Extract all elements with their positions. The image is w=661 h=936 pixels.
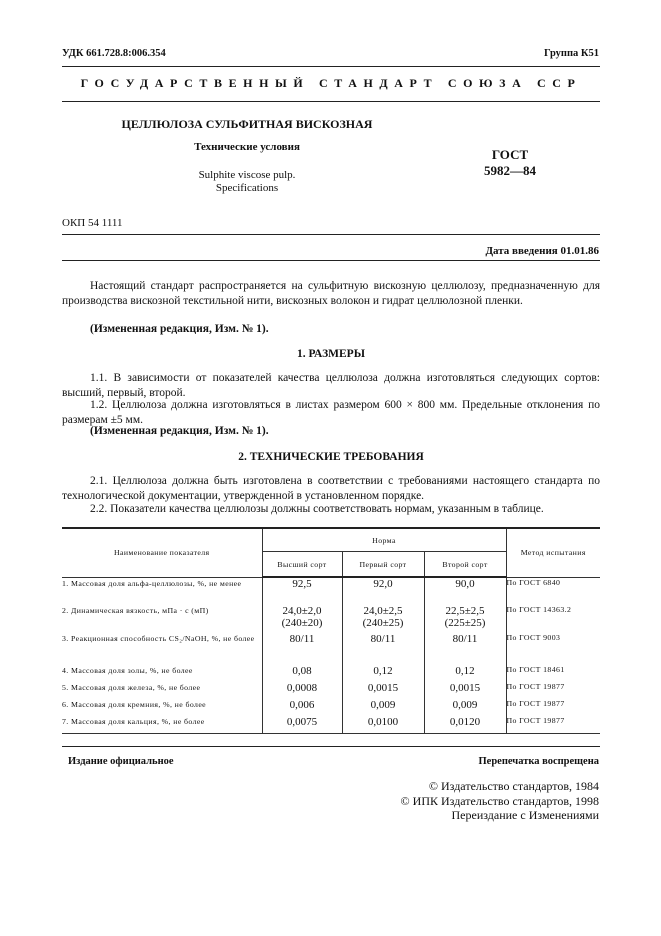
english-title-line1: Sulphite viscose pulp.	[198, 169, 296, 181]
norm-value-alt-units: (240±20)	[281, 617, 323, 629]
test-method: По ГОСТ 9003	[506, 633, 600, 665]
column-header-grade-first: Первый сорт	[342, 552, 424, 578]
norm-value-first	[342, 605, 424, 633]
norm-value: 0,0015	[367, 682, 399, 694]
norm-value: 0,006	[289, 699, 315, 711]
norm-value: 0,08	[292, 665, 312, 677]
official-edition-label: Издание официальное	[68, 756, 174, 767]
column-header-grade-second: Второй сорт	[424, 552, 506, 578]
table-row	[62, 605, 600, 633]
intro-revision-note: (Измененная редакция, Изм. № 1).	[90, 323, 269, 335]
test-method: По ГОСТ 18461	[506, 665, 600, 682]
group-code: Группа К51	[543, 48, 599, 59]
norm-value: 22,5±2,5	[445, 605, 485, 617]
norm-value: 24,0±2,5	[363, 605, 403, 617]
section-1-paragraph-2-text: 1.2. Целлюлоза должна изготовляться в листах размером 600 × 800 мм. Предельные отклонения по размерам ±5 мм.	[62, 399, 600, 426]
indicator-name: 1. Массовая доля альфа-целлюлозы, %, не менее	[62, 577, 262, 605]
test-method: По ГОСТ 19877	[506, 682, 600, 699]
norm-value-high	[262, 633, 342, 665]
norm-value: 92,5	[292, 578, 312, 590]
norm-value-first	[342, 716, 424, 733]
norm-value-high	[262, 665, 342, 682]
reissue-note: Переиздание с Изменениями	[451, 808, 599, 822]
indicator-name: 3. Реакционная способность CS₂/NaOH, %, не более	[62, 633, 262, 665]
section-2-paragraph-2	[62, 502, 600, 517]
english-title-line2: Specifications	[215, 182, 279, 194]
norm-value-second	[424, 665, 506, 682]
test-method: По ГОСТ 19877	[506, 716, 600, 733]
norm-value-second	[424, 633, 506, 665]
okp-code: ОКП 54 1111	[62, 217, 123, 229]
udk-code: УДК 661.728.8:006.354	[62, 48, 166, 59]
norm-value: 0,009	[452, 699, 478, 711]
introduction-date-value: 01.01.86	[560, 245, 599, 257]
norm-value-second	[424, 605, 506, 633]
okp-rule	[62, 234, 600, 235]
header-top-rule	[62, 66, 600, 67]
indicator-name: 5. Массовая доля железа, %, не более	[62, 682, 262, 699]
norm-value-high	[262, 605, 342, 633]
section-1-paragraph-1	[62, 371, 600, 401]
section-2-paragraph-2-text: 2.2. Показатели качества целлюлозы должны соответствовать нормам, указанным в таблице.	[90, 503, 544, 515]
section-1-heading: 1. РАЗМЕРЫ	[297, 348, 365, 360]
indicator-name: 4. Массовая доля золы, %, не более	[62, 665, 262, 682]
indicator-name: 7. Массовая доля кальция, %, не более	[62, 716, 262, 733]
test-method: По ГОСТ 6840	[506, 577, 600, 605]
quality-norms-table	[62, 527, 600, 734]
norm-value-second	[424, 577, 506, 605]
norm-value-high	[262, 716, 342, 733]
header-bottom-rule	[62, 101, 600, 102]
norm-value: 0,0120	[449, 716, 481, 728]
reprint-prohibited-label: Перепечатка воспрещена	[478, 756, 599, 767]
norm-value: 80/11	[289, 633, 315, 645]
norm-value: 80/11	[370, 633, 396, 645]
norm-value: 90,0	[455, 578, 475, 590]
norm-value-first	[342, 665, 424, 682]
norm-value: 0,0015	[449, 682, 481, 694]
norm-value-first	[342, 577, 424, 605]
norm-value-alt-units: (225±25)	[444, 617, 486, 629]
table-row	[62, 716, 600, 733]
copyright-line-1: © Издательство стандартов, 1984	[428, 779, 599, 793]
table-row	[62, 577, 600, 605]
norm-value: 0,009	[370, 699, 396, 711]
date-rule	[62, 260, 600, 261]
norm-value-second	[424, 699, 506, 716]
section-2-heading: 2. ТЕХНИЧЕСКИЕ ТРЕБОВАНИЯ	[238, 451, 424, 463]
section-1-paragraph-1-text: 1.1. В зависимости от показателей качества целлюлоза должна изготовляться следующих сортов: высший, первый, второй.	[62, 372, 600, 399]
indicator-name: 2. Динамическая вязкость, мПа · с (мП)	[62, 605, 262, 633]
column-header-grade-high: Высший сорт	[262, 552, 342, 578]
gost-number: 5982—84	[484, 163, 536, 178]
indicator-name: 6. Массовая доля кремния, %, не более	[62, 699, 262, 716]
table-row	[62, 699, 600, 716]
norm-value-first	[342, 633, 424, 665]
norm-value-first	[342, 682, 424, 699]
norm-value-second	[424, 716, 506, 733]
table-row	[62, 665, 600, 682]
norm-value-second	[424, 682, 506, 699]
intro-text: Настоящий стандарт распространяется на сульфитную вискозную целлюлозу, предназначенную для производства вискозной текстильной нити, вискозных волокон и гидрат целлюлозной пленки.	[62, 280, 600, 307]
document-subtitle: Технические условия	[194, 141, 300, 153]
norm-value: 0,12	[455, 665, 475, 677]
section-2-paragraph-1-text: 2.1. Целлюлоза должна быть изготовлена в соответствии с требованиями настоящего стандарта по технологической документации, утвержденной в установленном порядке.	[62, 475, 600, 502]
document-title: ЦЕЛЛЮЛОЗА СУЛЬФИТНАЯ ВИСКОЗНАЯ	[121, 117, 373, 131]
norm-value-high	[262, 577, 342, 605]
norm-value: 0,12	[373, 665, 393, 677]
state-standard-heading: ГОСУДАРСТВЕННЫЙ СТАНДАРТ СОЮЗА ССР	[80, 76, 582, 90]
test-method: По ГОСТ 19877	[506, 699, 600, 716]
table-row	[62, 633, 600, 665]
test-method: По ГОСТ 14363.2	[506, 605, 600, 633]
column-header-method: Метод испытания	[506, 528, 600, 577]
norm-value: 0,0008	[286, 682, 318, 694]
introduction-date-label: Дата введения	[485, 245, 558, 257]
norm-value: 24,0±2,0	[282, 605, 322, 617]
column-header-norm: Норма	[262, 528, 506, 552]
norm-value: 0,0100	[367, 716, 399, 728]
section-1-revision-note: (Измененная редакция, Изм. № 1).	[90, 425, 269, 437]
norm-value: 0,0075	[286, 716, 318, 728]
column-header-name: Наименование показателя	[62, 528, 262, 577]
norm-value-high	[262, 682, 342, 699]
gost-label: ГОСТ	[491, 147, 529, 162]
intro-paragraph	[62, 279, 600, 309]
introduction-date	[485, 245, 599, 257]
table-row	[62, 682, 600, 699]
norm-value-alt-units: (240±25)	[362, 617, 404, 629]
norm-value: 80/11	[452, 633, 478, 645]
norm-value-high	[262, 699, 342, 716]
norm-value-first	[342, 699, 424, 716]
copyright-line-2: © ИПК Издательство стандартов, 1998	[400, 794, 599, 808]
norm-value: 92,0	[373, 578, 393, 590]
footer-rule	[62, 746, 600, 747]
section-2-paragraph-1	[62, 474, 600, 504]
